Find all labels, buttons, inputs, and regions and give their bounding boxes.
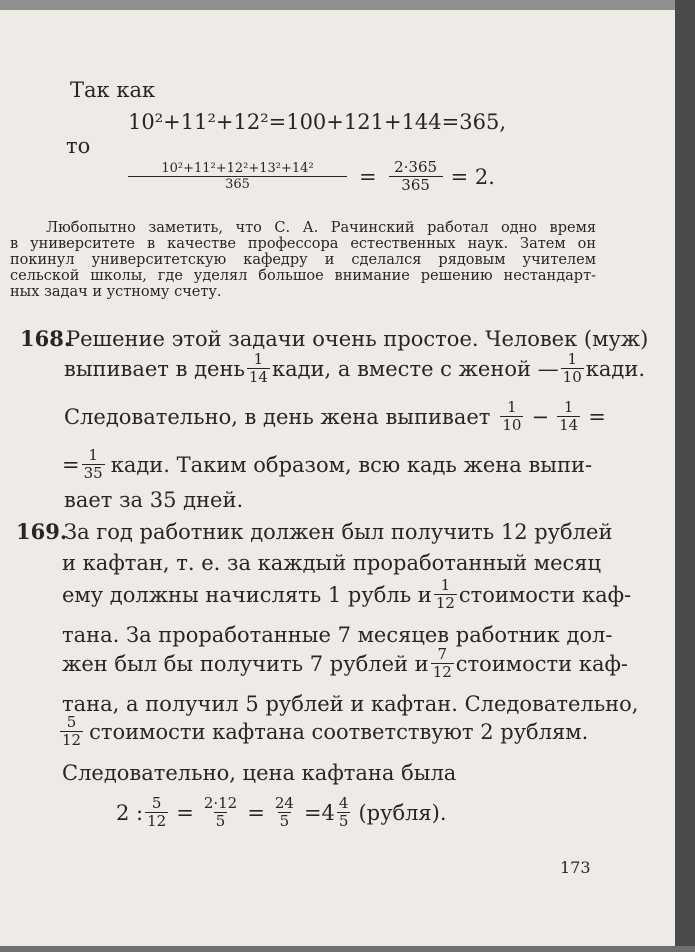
p169-line-6: тана, а получил 5 рублей и кафтан. Следовательно, [62, 692, 639, 716]
fraction-1-12: $\frac{1}{12}$ [435, 576, 455, 612]
p169-line-7: $\frac{5}{12}$ стоимости кафтана соответствуют 2 рублям. [62, 713, 589, 749]
problem-169-number: 169. [16, 519, 68, 544]
p168-line-1: Решение этой задачи очень простое. Человек (муж) [66, 327, 649, 351]
scan-border-right [675, 0, 695, 952]
fraction-4-5: $\frac{4}{5}$ [338, 794, 349, 830]
note-line-1: Любопытно заметить, что С. А. Рачинский работал одно время [46, 220, 596, 236]
fraction-2x365: $\frac{2\cdot 365}{365}$ [389, 160, 443, 193]
p169-line-4: тана. За проработанные 7 месяцев работник дол- [62, 623, 613, 647]
p169-line-3: ему должны начислять 1 рубль и $\frac{1}{12}$ стоимости каф- [62, 576, 632, 612]
price-formula: 2 : $\frac{5}{12}$ = $\frac{2\cdot 12}{5}$ = $\frac{24}{5}$ =4 $\frac{4}{5}$ (рубля). [116, 794, 447, 830]
fraction-1-35: $\frac{1}{35}$ [83, 446, 103, 482]
p168-line-2: выпивает в день $\frac{1}{14}$ кади, а вместе с женой — $\frac{1}{10}$ кади. [64, 350, 646, 386]
p168-line-5: вает за 35 дней. [64, 488, 244, 512]
equation-fraction: $\frac{\text{10²+11²+12²+13²+14²}}{365}$ = $\frac{2\cdot 365}{365}$ = 2. [126, 160, 495, 193]
fraction-2x12-5: $\frac{2\cdot 12}{5}$ [203, 794, 238, 830]
fraction-24-5: $\frac{24}{5}$ [274, 794, 294, 830]
to-word: то [66, 134, 91, 158]
fraction-7-12: $\frac{7}{12}$ [432, 645, 452, 681]
p168-line-3: Следовательно, в день жена выпивает $\frac{1}{10}$ − $\frac{1}{14}$ = [64, 398, 606, 434]
fraction-1-14: $\frac{1}{14}$ [248, 350, 268, 386]
fraction-5-12: $\frac{5}{12}$ [62, 713, 82, 749]
fraction-5-12-b: $\frac{5}{12}$ [147, 794, 167, 830]
page-number: 173 [560, 858, 591, 877]
note-line-2: в университете в качестве профессора естественных наук. Затем он [10, 236, 596, 252]
scan-border-top [0, 0, 695, 10]
note-line-5: ных задач и устному счету. [10, 284, 222, 300]
equation-sum-of-squares: 10²+11²+12²=100+121+144=365, [128, 110, 506, 134]
problem-168-number: 168. [20, 326, 72, 351]
scan-border-bottom [0, 946, 695, 952]
fraction-sum: $\frac{\text{10²+11²+12²+13²+14²}}{365}$ [128, 162, 347, 191]
fraction-1-14-b: $\frac{1}{14}$ [559, 398, 579, 434]
p169-line-8: Следовательно, цена кафтана была [62, 761, 457, 785]
intro-word: Так как [70, 78, 156, 102]
fraction-1-10-b: $\frac{1}{10}$ [502, 398, 522, 434]
note-line-4: сельской школы, где уделял большое внимание решению нестандарт- [10, 268, 596, 284]
p169-line-1: За год работник должен был получить 12 рублей [64, 520, 613, 544]
note-line-3: покинул университетскую кафедру и сделался рядовым учителем [10, 252, 596, 268]
fraction-1-10: $\frac{1}{10}$ [562, 350, 582, 386]
p169-line-5: жен был бы получить 7 рублей и $\frac{7}{12}$ стоимости каф- [62, 645, 629, 681]
p169-line-2: и кафтан, т. е. за каждый проработанный месяц [62, 551, 602, 575]
p168-line-4: = $\frac{1}{35}$ кади. Таким образом, всю кадь жена выпи- [62, 446, 593, 482]
